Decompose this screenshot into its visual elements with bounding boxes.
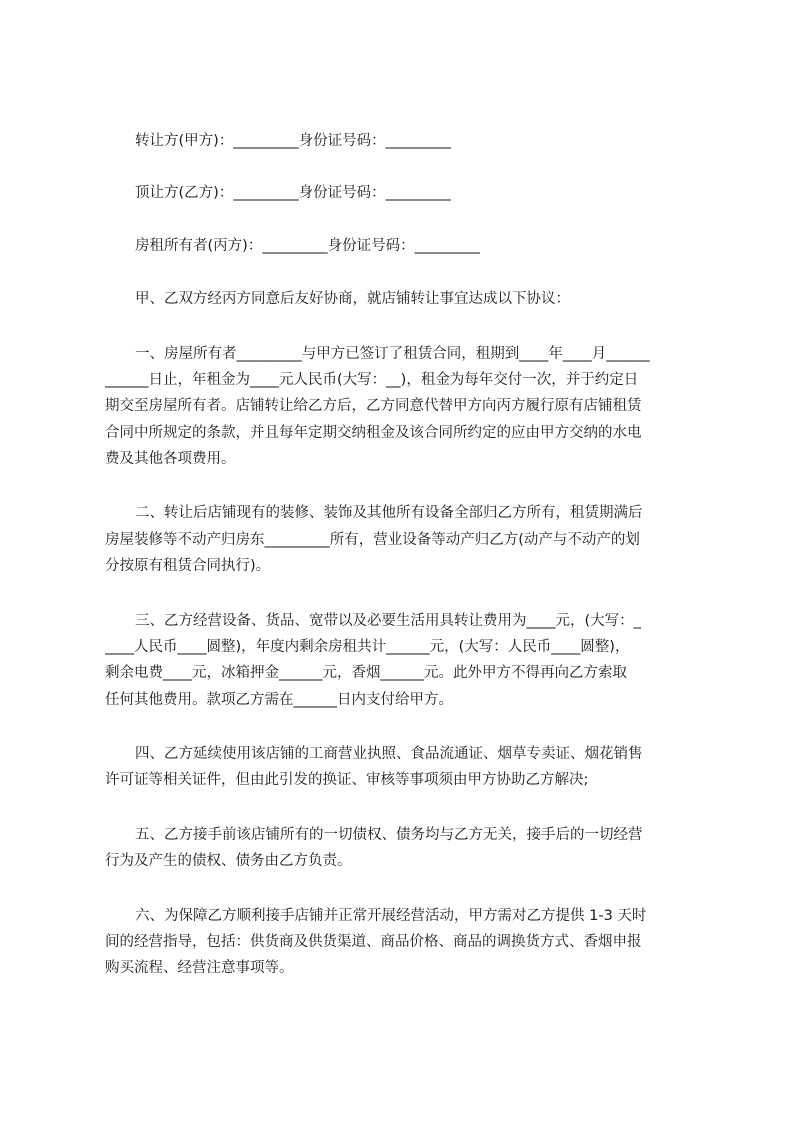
clause-4-line-2: 许可证等相关证件，但由此引发的换证、审核等事项须由甲方协助乙方解决;: [105, 772, 589, 788]
clause-1-line-2: ______日止，年租金为____元人民币(大写：__)，租金为每年交付一次，并于约定日: [105, 372, 639, 388]
clause-5-line-2: 行为及产生的债权、债务由乙方负责。: [105, 853, 352, 869]
clause-6-line-3: 购买流程、经营注意事项等。: [105, 960, 294, 976]
clause-1-line-5: 费及其他各项费用。: [105, 451, 236, 467]
clause-2-line-1: 二、转让后店铺现有的装修、装饰及其他所有设备全部归乙方所有，租赁期满后: [135, 505, 643, 521]
party-line-transferee: 顶让方(乙方)：_________身份证号码：_________: [135, 185, 451, 201]
clause-1-line-3: 期交至房屋所有者。店铺转让给乙方后，乙方同意代替甲方向丙方履行原有店铺租赁: [105, 398, 642, 414]
clause-3-line-3: 剩余电费____元，冰箱押金______元，香烟______元。此外甲方不得再向乙方索取: [105, 665, 627, 681]
clause-3-line-2: ____人民币____圆整)，年度内剩余房租共计______元，(大写：人民币____圆整)，: [105, 639, 630, 655]
clause-6-line-1: 六、为保障乙方顺利接手店铺并正常开展经营活动，甲方需对乙方提供 1-3 天时: [135, 908, 647, 924]
clause-6-line-2: 间的经营指导，包括：供货商及供货渠道、商品价格、商品的调换货方式、香烟申报: [105, 934, 642, 950]
clause-1-line-1: 一、房屋所有者_________与甲方已签订了租赁合同，租期到____年____月______: [135, 346, 650, 362]
party-line-landlord: 房租所有者(丙方)：_________身份证号码：_________: [135, 238, 480, 254]
clause-1-line-4: 合同中所规定的条款，并且每年定期交纳租金及该合同所约定的应由甲方交纳的水电: [105, 425, 642, 441]
clause-3-line-4: 任何其他费用。款项乙方需在______日内支付给甲方。: [105, 692, 453, 708]
party-line-transferor: 转让方(甲方)：_________身份证号码：_________: [135, 133, 451, 149]
clause-4-line-1: 四、乙方延续使用该店铺的工商营业执照、食品流通证、烟草专卖证、烟花销售: [135, 746, 643, 762]
clause-3-line-1: 三、乙方经营设备、货品、宽带以及必要生活用具转让费用为____元，(大写：_: [135, 613, 641, 629]
clause-5-line-1: 五、乙方接手前该店铺所有的一切债权、债务均与乙方无关，接手后的一切经营: [135, 827, 643, 843]
clause-2-line-3: 分按原有租赁合同执行)。: [105, 558, 271, 574]
clause-2-line-2: 房屋装修等不动产归房东_________所有，营业设备等动产归乙方(动产与不动产的划: [105, 532, 640, 548]
intro-paragraph: 甲、乙双方经丙方同意后友好协商，就店铺转让事宜达成以下协议：: [135, 291, 570, 307]
